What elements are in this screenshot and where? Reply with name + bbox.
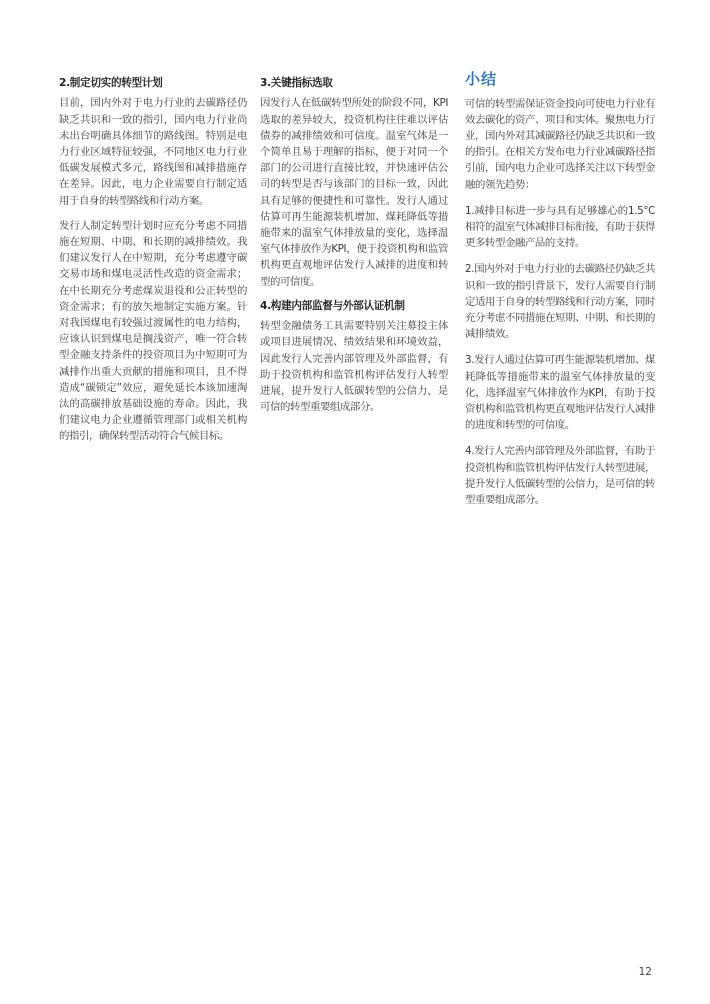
summary-title: 小结 [465,70,498,88]
paragraph: 目前，国内外对于电力行业的去碳路径仍缺乏共识和一致的指引，国内电力行业尚未出台明确具体细节的路线图。特别是电力行业区域特征较强，不同地区电力行业低碳发展模式多元，路线图和减排措施存在差异。因此，电力企业需要自行制定适用于自身的转型路线和行动方案。 [59,97,247,207]
summary-item: 2.国内外对于电力行业的去碳路径仍缺乏共识和一致的指引背景下，发行人需要自行制定适用于自身的转型路线和行动方案，同时充分考虑不同措施在短期、中期、和长期的减排绩效。 [465,263,655,341]
section-heading-transition-plan: 2.制定切实的转型计划 [59,77,163,89]
paragraph: 因发行人在低碳转型所处的阶段不同，KPI选取的差异较大，投资机构往往难以评估债券的减排绩效和可信度。温室气体是一个简单且易于理解的指标，便于对同一个部门的公司进行直接比较，并快速评估公司的转型是否与该部门的目标一致，因此具有足够的便捷性和可靠性。发行人通过估算可再生能源装机增加、煤耗降低等措施带来的温室气体排放量的变化，选择温室气体排放作为KPI，便于投资机构和监管机构更直观地评估发行人减排的进度和转型的可信度。 [260,97,448,288]
summary-item: 3.发行人通过估算可再生能源装机增加、煤耗降低等措施带来的温室气体排放量的变化，选择温室气体排放作为KPI，有助于投资机构和监管机构更直观地评估发行人减排的进度和转型的可信度。 [465,354,655,432]
section-heading-kpi: 3.关键指标选取 [260,77,333,89]
column-summary [465,70,655,518]
section-heading-supervision: 4.构建内部监督与外部认证机制 [260,299,405,312]
paragraph: 发行人制定转型计划时应充分考虑不同措施在短期、中期、和长期的减排绩效。我们建议发行人在中短期，充分考虑遵守碳交易市场和煤电灵活性改造的资金需求；在中长期充分考虑煤炭退役和公正转型的资金需求；有的放矢地制定实施方案。针对我国煤电有较强过渡属性的电力结构，应该认识到煤电是搁浅资产，唯一符合转型金融支持条件的投资项目为中短期可为减排作出重大贡献的措施和项目，且不得造成“碳锁定”效应，避免延长本该加速淘汰的高碳排放基础设施的寿命。因此，我们建议电力企业遵循管理部门或相关机构的指引，确保转型活动符合气候目标。 [59,219,247,443]
paragraph: 转型金融债务工具需要特别关注募投主体或项目进展情况、绩效结果和环境效益，因此发行人完善内部管理及外部监督，有助于投资机构和监管机构评估发行人转型进展，提升发行人低碳转型的公信力，是可信的转型重要组成部分。 [260,320,448,414]
column-left [59,70,247,454]
summary-item: 1.减排目标进一步与具有足够雄心的1.5°C相符的温室气体减排目标衔接，有助于获得更多转型金融产品的支持。 [465,204,655,250]
summary-item: 4.发行人完善内部管理及外部监督，有助于投资机构和监管机构评估发行人转型进展，提升发行人低碳转型的公信力，是可信的转型重要组成部分。 [465,445,655,506]
column-middle [260,70,448,424]
page-number: 12 [638,966,652,978]
summary-intro: 可信的转型需保证资金投向可使电力行业有效去碳化的资产、项目和实体。聚焦电力行业，国内外对其减碳路径仍缺乏共识和一致的指引。在相关方发布电力行业减碳路径指引前，国内电力企业可选择关注以下转型金融的领先趋势： [465,97,655,191]
